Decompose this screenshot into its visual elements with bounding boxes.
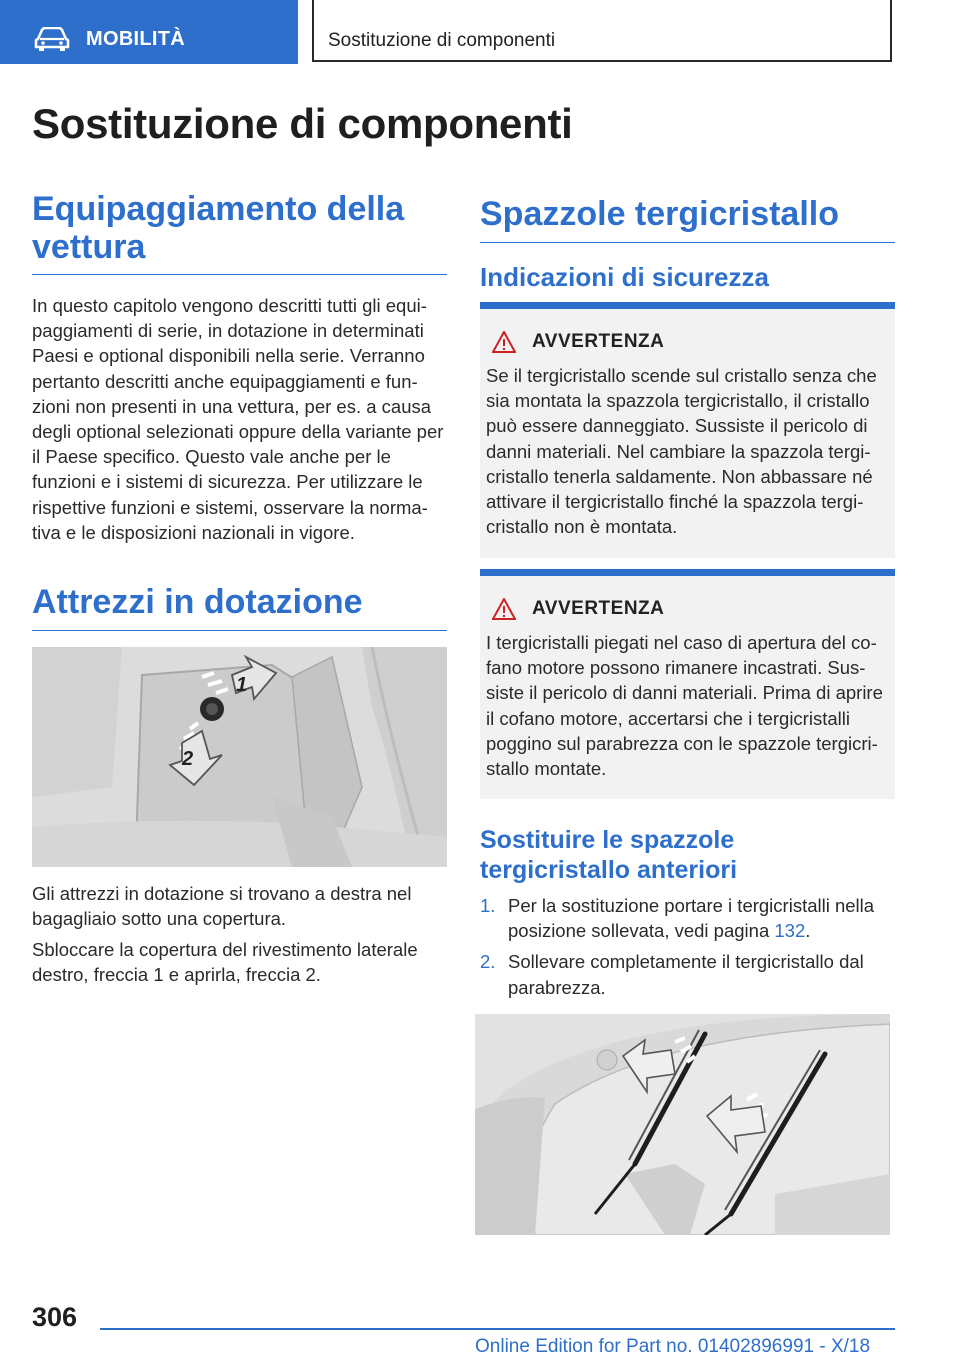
warning-box-1 — [480, 302, 895, 558]
tools-text-1: Gli attrezzi in dotazione si trovano a destra nel bagagliaio sotto una copertura. — [32, 883, 412, 930]
tools-text-2: Sbloccare la copertura del rivestimento laterale destro, freccia 1 e aprirla, freccia 2. — [32, 939, 418, 986]
safety-heading: Indicazioni di sicurezza — [480, 262, 769, 292]
step-number: 2. — [480, 951, 496, 973]
warning-2-text: I tergicristalli piegati nel caso di apertura del co‐fano motore possono rimanere incastrati. Sus‐siste il pericolo di danni materiali. Prima di aprire il cofano motore, accertarsi che i tergicristalli poggino sul parabrezza con le spazzole tergicri‐stallo montate. — [486, 632, 883, 780]
tools-figure — [32, 647, 447, 867]
windshield-illustration — [475, 1014, 890, 1235]
page-number: 306 — [32, 1302, 78, 1332]
section-label: MOBILITÀ — [86, 28, 186, 50]
tools-heading: Attrezzi in dotazione — [32, 582, 447, 631]
equip-text: In questo capitolo vengono descritti tutti gli equi‐paggiamenti di serie, in dotazione in determinati Paesi e optional disponibili nella serie. Verranno pertanto descritti anche equipaggiamenti e fun‐zioni non presenti in una vettura, per es. a causa degli optional selezionati oppure della variante per il Paese specifico. Questo vale anche per le funzioni e i sistemi di sicurezza. Per utilizzare le rispettive funzioni e sistemi, osservare la norma‐tiva e le disposizioni nazionali in vigore. — [32, 295, 444, 543]
steps-list — [480, 893, 895, 1006]
equip-heading: Equipaggiamento della vettura — [32, 190, 447, 275]
step-text: Sollevare completamente il tergicristallo dal parabrezza. — [508, 951, 864, 998]
wiper-figure — [475, 1014, 890, 1235]
wipers-heading: Spazzole tergicristallo — [480, 194, 895, 243]
left-column — [32, 190, 447, 545]
car-icon — [34, 27, 70, 51]
figure-label-2: 2 — [182, 748, 194, 770]
warning-2-title: AVVERTENZA — [532, 598, 665, 619]
warning-box-2 — [480, 569, 895, 799]
warning-triangle-icon — [492, 331, 516, 353]
section-tab[interactable] — [0, 0, 298, 64]
trunk-illustration — [32, 647, 447, 867]
warning-triangle-icon — [492, 598, 516, 620]
warning-1-title: AVVERTENZA — [532, 331, 665, 352]
footer-divider — [100, 1328, 895, 1330]
breadcrumb[interactable] — [312, 0, 892, 62]
step-text-end: . — [805, 920, 811, 942]
step-number: 1. — [480, 895, 496, 916]
replace-heading: Sostituire le spazzole tergicristallo anteriori — [480, 826, 738, 884]
page-link[interactable]: 132 — [774, 920, 806, 942]
step-text: Per la sostituzione portare i tergicristalli nella posizione sollevata, vedi pagina — [508, 895, 875, 942]
breadcrumb-text: Sostituzione di componenti — [328, 30, 556, 51]
page-title: Sostituzione di componenti — [32, 100, 573, 147]
figure-label-1: 1 — [236, 674, 248, 696]
footer-edition: Online Edition for Part no. 01402896991 - X/18 — [475, 1336, 871, 1357]
list-item — [480, 949, 895, 999]
list-item — [480, 893, 895, 943]
warning-1-text: Se il tergicristallo scende sul cristallo senza che sia montata la spazzola tergicristallo, il cristallo può essere danneggiato. Sussiste il pericolo di danni materiali. Nel cambiare la spazzola tergi‐cristallo tenerla saldamente. Non abbassare né attivare il tergicristallo finché la spazzola tergi‐cristallo non è montata. — [486, 365, 877, 538]
